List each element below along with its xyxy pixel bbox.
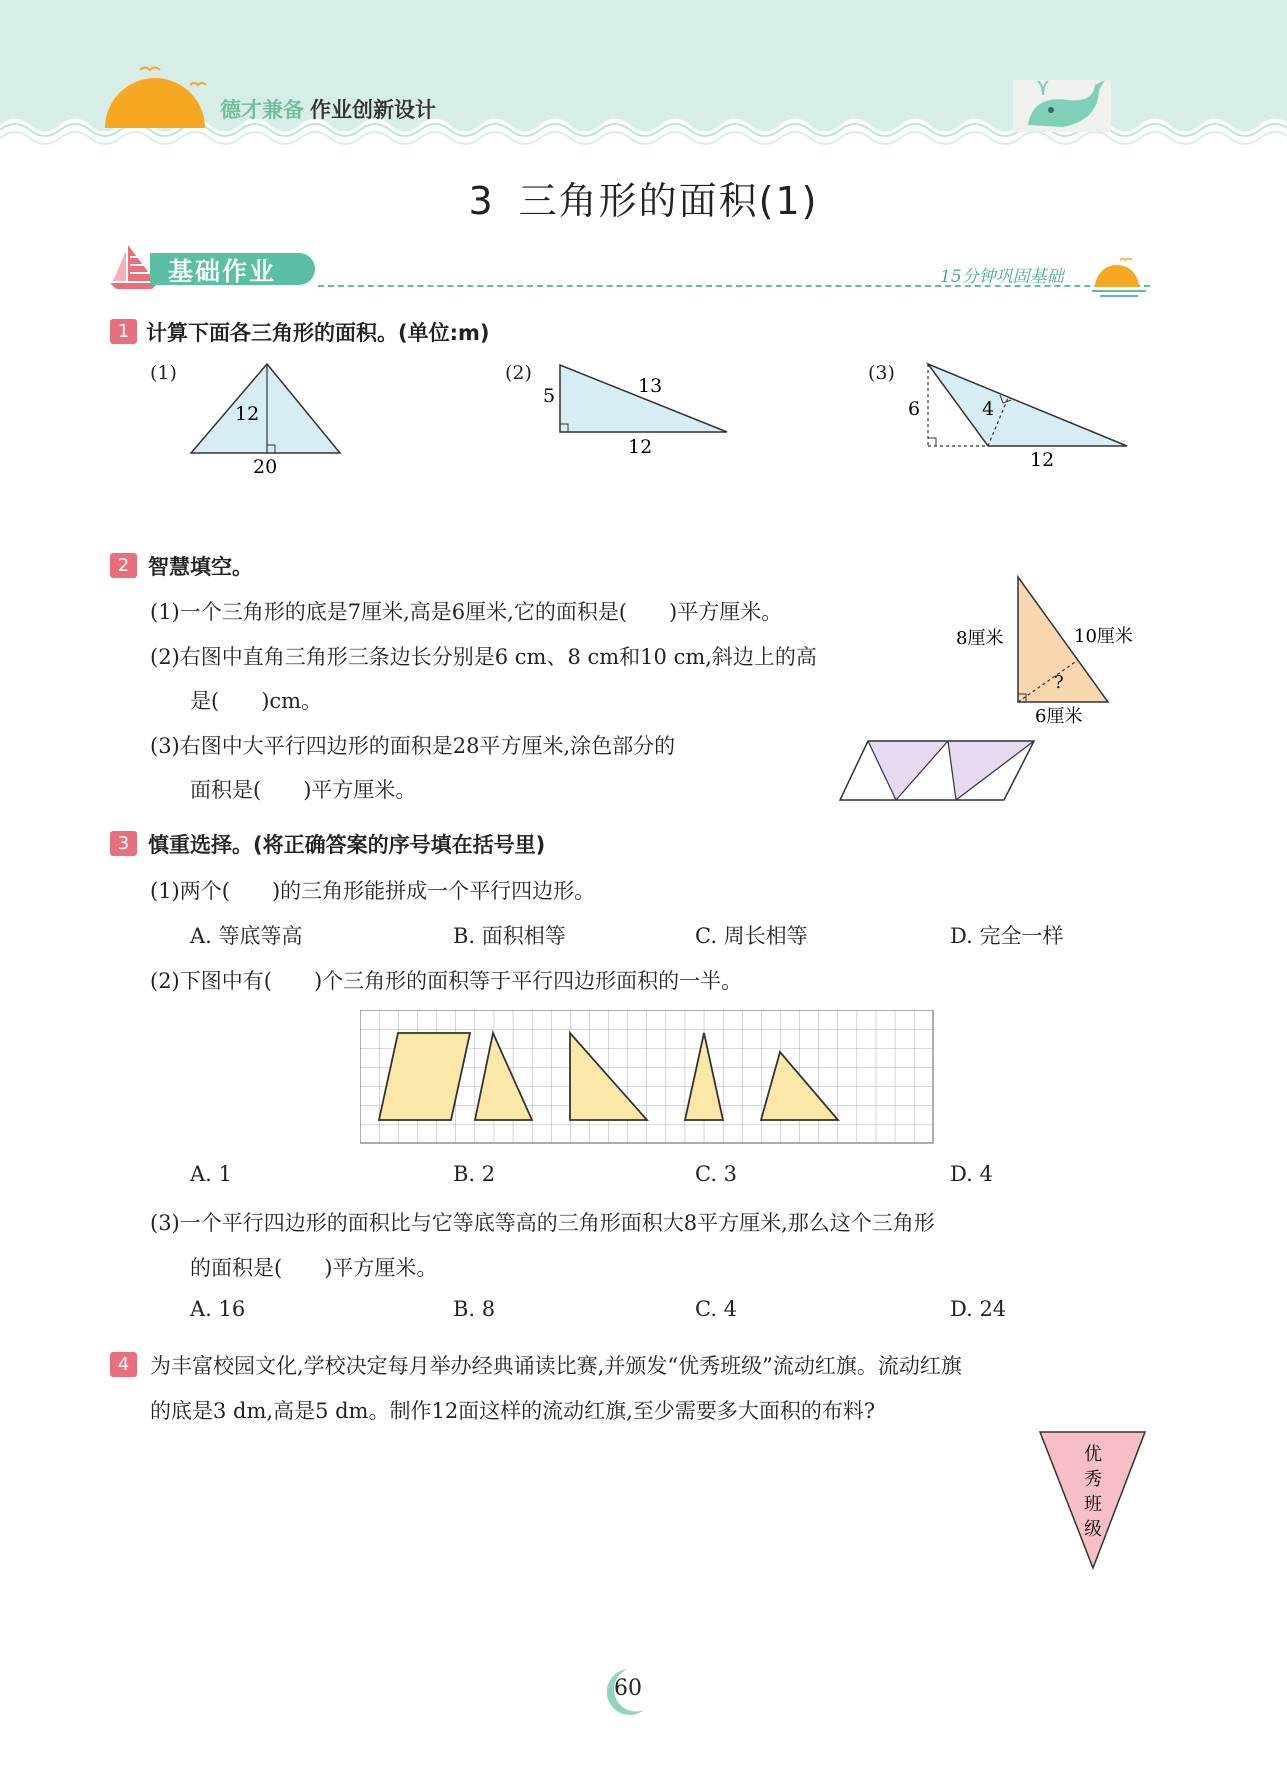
- q3-number: 3: [110, 831, 137, 856]
- section-label: 基础作业: [168, 257, 277, 286]
- title-text: 三角形的面积(1): [518, 179, 819, 223]
- q2-line2b: 是( )cm。: [190, 689, 323, 713]
- q1-fig2-leg-a: 5: [543, 385, 556, 407]
- q3-s3-opt-b: B. 8: [453, 1297, 496, 1321]
- q2-line1: (1)一个三角形的底是7厘米,高是6厘米,它的面积是( )平方厘米。: [150, 600, 783, 624]
- q4-text-a: 为丰富校园文化,学校决定每月举办经典诵读比赛,并颁发“优秀班级”流动红旗。流动红旗: [150, 1354, 962, 1378]
- q2-fig-bottom: 6厘米: [1035, 706, 1083, 727]
- q4-text-b: 的底是3 dm,高是5 dm。制作12面这样的流动红旗,至少需要多大面积的布料?: [150, 1399, 876, 1423]
- q1-fig2-hyp: 13: [638, 375, 663, 397]
- q1-fig2-triangle: [540, 360, 740, 460]
- q1-fig3-side: 6: [908, 398, 921, 420]
- q1-fig1-label: (1): [150, 362, 177, 384]
- q3-s1-opt-c: C. 周长相等: [695, 924, 808, 948]
- q2-line2a: (2)右图中直角三角形三条边长分别是6 cm、8 cm和10 cm,斜边上的高: [150, 645, 817, 669]
- q3-s2-text: (2)下图中有( )个三角形的面积等于平行四边形面积的一半。: [150, 969, 743, 993]
- q3-s2-opt-a: A. 1: [190, 1162, 232, 1186]
- q3-s2-opt-d: D. 4: [950, 1162, 993, 1186]
- q4-flag-char-4: 级: [1084, 1519, 1102, 1540]
- q3-s1-text: (1)两个( )的三角形能拼成一个平行四边形。: [150, 879, 596, 903]
- q2-line3b: 面积是( )平方厘米。: [190, 778, 417, 802]
- section-note: 15分钟巩固基础: [940, 267, 1064, 287]
- q2-parallelogram-figure: [838, 738, 1038, 803]
- q1-fig3-triangle: [900, 358, 1140, 478]
- q3-s2-opt-b: B. 2: [453, 1162, 496, 1186]
- q1-fig3-height: 4: [982, 398, 995, 420]
- q1-fig2-label: (2): [505, 362, 532, 384]
- title-number: 3: [468, 179, 495, 223]
- q4-number: 4: [110, 1352, 137, 1377]
- q1-fig3-label: (3): [868, 362, 895, 384]
- sun-icon: [100, 60, 210, 130]
- brand: [220, 94, 436, 124]
- q2-line3a: (3)右图中大平行四边形的面积是28平方厘米,涂色部分的: [150, 734, 676, 758]
- q1-fig1-triangle: [185, 358, 345, 478]
- q4-flag-char-3: 班: [1084, 1494, 1102, 1515]
- page-title: [0, 170, 1287, 225]
- q3-s3-opt-a: A. 16: [190, 1297, 246, 1321]
- q2-title: 智慧填空。: [148, 555, 253, 579]
- q2-number: 2: [110, 553, 137, 578]
- q2-fig-question: ?: [1054, 672, 1064, 693]
- q4-flag-char-1: 优: [1084, 1444, 1102, 1465]
- q3-title: 慎重选择。(将正确答案的序号填在括号里): [148, 833, 546, 857]
- q1-fig3-base: 12: [1030, 449, 1055, 471]
- q4-flag-figure: [1038, 1430, 1148, 1572]
- brand-dark: 作业创新设计: [310, 98, 436, 122]
- q3-s1-opt-a: A. 等底等高: [190, 924, 303, 948]
- q3-s3-opt-c: C. 4: [695, 1297, 738, 1321]
- q1-number: 1: [110, 319, 137, 344]
- q3-s3-text-a: (3)一个平行四边形的面积比与它等底等高的三角形面积大8平方厘米,那么这个三角形: [150, 1211, 935, 1235]
- q3-s1-opt-d: D. 完全一样: [950, 924, 1064, 948]
- q3-grid-figure: [360, 1010, 935, 1145]
- page-number: 60: [614, 1676, 642, 1701]
- q1-fig1-base: 20: [253, 456, 278, 478]
- q1-fig1-height: 12: [235, 403, 260, 425]
- q3-s1-opt-b: B. 面积相等: [453, 924, 566, 948]
- q4-flag-char-2: 秀: [1084, 1469, 1102, 1490]
- q2-fig-left: 8厘米: [956, 628, 1004, 649]
- q3-s3-opt-d: D. 24: [950, 1297, 1007, 1321]
- q1-title: 计算下面各三角形的面积。(单位:m): [146, 321, 490, 345]
- whale-icon: [1013, 75, 1113, 135]
- brand-green: 德才兼备: [220, 98, 304, 122]
- sunset-icon: [1090, 255, 1150, 300]
- q3-s2-opt-c: C. 3: [695, 1162, 738, 1186]
- q2-right-triangle-figure: [950, 572, 1150, 732]
- q3-s3-text-b: 的面积是( )平方厘米。: [190, 1256, 438, 1280]
- q2-fig-right: 10厘米: [1074, 626, 1133, 647]
- q1-fig2-leg-b: 12: [628, 436, 653, 458]
